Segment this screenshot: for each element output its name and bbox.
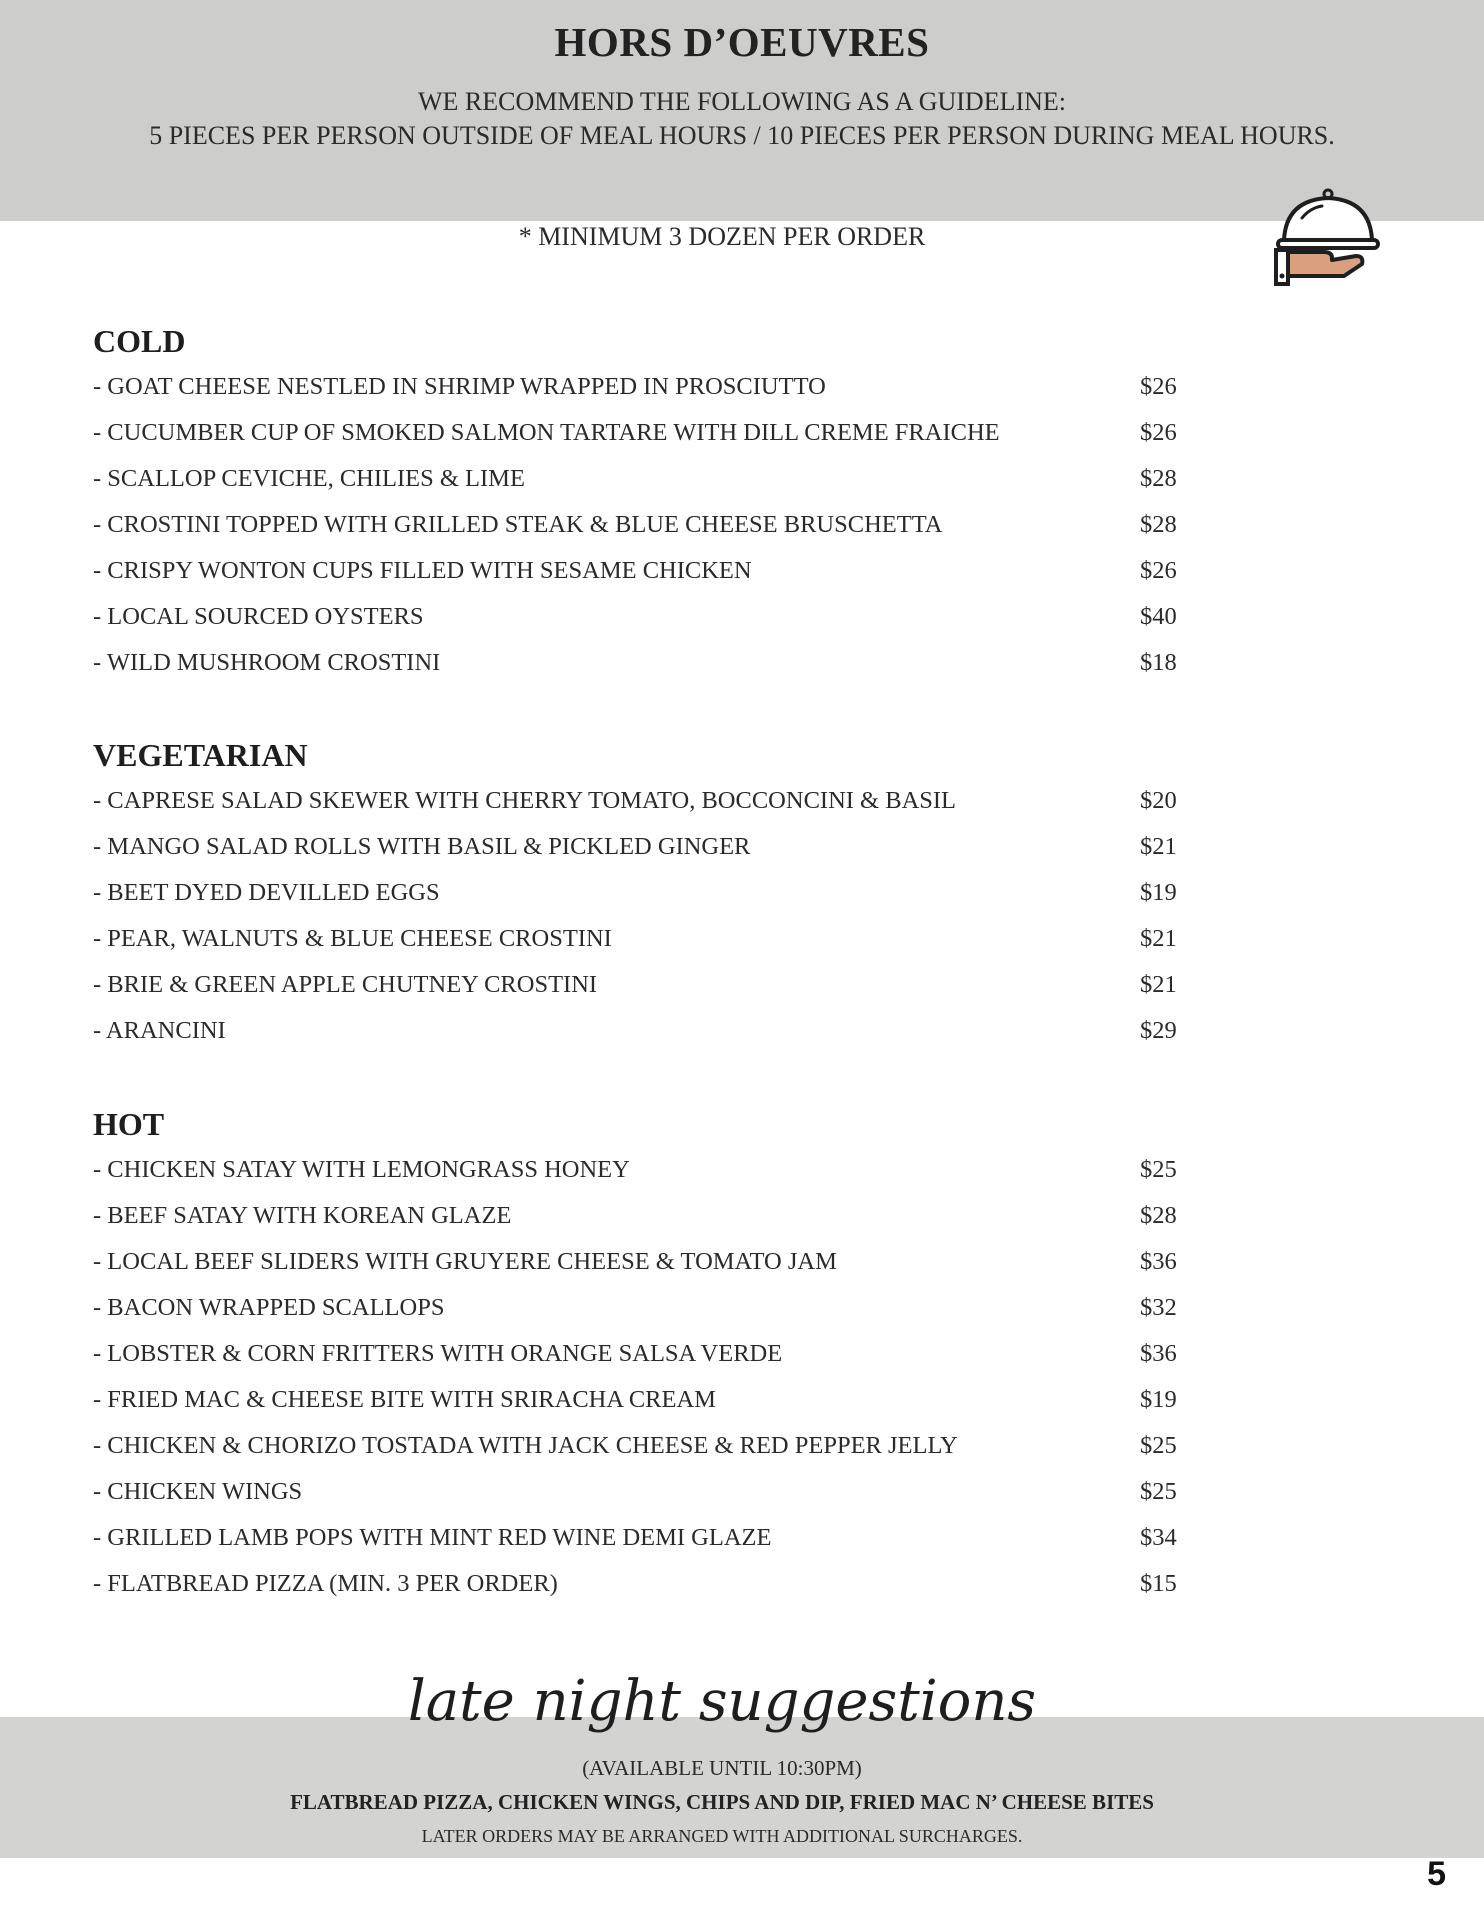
menu-item (93, 640, 1193, 686)
item-name: - WILD MUSHROOM CROSTINI (93, 649, 441, 676)
menu-item (93, 1239, 1193, 1285)
header-band (0, 0, 1484, 221)
menu-item (93, 1147, 1193, 1193)
section-hot (93, 1101, 1193, 1607)
menu-item (93, 502, 1193, 548)
section-title-hot: HOT (93, 1106, 165, 1142)
item-price: $26 (1140, 557, 1177, 584)
item-name: - LOCAL BEEF SLIDERS WITH GRUYERE CHEESE & TOMATO JAM (93, 1248, 837, 1275)
item-name: - CHICKEN SATAY WITH LEMONGRASS HONEY (93, 1156, 630, 1183)
item-name: - CUCUMBER CUP OF SMOKED SALMON TARTARE WITH DILL CREME FRAICHE (93, 419, 1000, 446)
item-price: $15 (1140, 1570, 1177, 1597)
menu-item (93, 870, 1193, 916)
menu-item (93, 916, 1193, 962)
guideline-line-1: WE RECOMMEND THE FOLLOWING AS A GUIDELINE: (417, 87, 1067, 116)
minimum-order-note: * MINIMUM 3 DOZEN PER ORDER (518, 222, 926, 251)
menu-item (93, 1331, 1193, 1377)
serving-cloche-icon (1274, 188, 1394, 288)
late-night-title (0, 1668, 1444, 1748)
surcharge-note: LATER ORDERS MAY BE ARRANGED WITH ADDITIONAL SURCHARGES. (421, 1826, 1023, 1846)
menu-item (93, 1423, 1193, 1469)
item-price: $25 (1140, 1432, 1177, 1459)
menu-item (93, 456, 1193, 502)
menu-item (93, 962, 1193, 1008)
item-price: $32 (1140, 1294, 1177, 1321)
item-name: - PEAR, WALNUTS & BLUE CHEESE CROSTINI (93, 925, 612, 952)
item-price: $28 (1140, 465, 1177, 492)
item-price: $40 (1140, 603, 1177, 630)
item-name: - GRILLED LAMB POPS WITH MINT RED WINE DEMI GLAZE (93, 1524, 772, 1551)
item-name: - BEEF SATAY WITH KOREAN GLAZE (93, 1202, 512, 1229)
item-price: $21 (1140, 971, 1177, 998)
item-name: - ARANCINI (93, 1017, 226, 1044)
menu-item (93, 1469, 1193, 1515)
menu-item (93, 548, 1193, 594)
section-cold (93, 318, 1193, 686)
item-name: - MANGO SALAD ROLLS WITH BASIL & PICKLED GINGER (93, 833, 751, 860)
item-name: - LOCAL SOURCED OYSTERS (93, 603, 424, 630)
menu-item (93, 1285, 1193, 1331)
item-name: - BEET DYED DEVILLED EGGS (93, 879, 440, 906)
menu-item (93, 594, 1193, 640)
item-price: $20 (1140, 787, 1177, 814)
menu-item (93, 364, 1193, 410)
item-name: - GOAT CHEESE NESTLED IN SHRIMP WRAPPED IN PROSCIUTTO (93, 373, 826, 400)
item-name: - CROSTINI TOPPED WITH GRILLED STEAK & BLUE CHEESE BRUSCHETTA (93, 511, 943, 538)
item-price: $28 (1140, 1202, 1177, 1229)
item-price: $26 (1140, 373, 1177, 400)
menu-item (93, 824, 1193, 870)
item-price: $25 (1140, 1478, 1177, 1505)
item-price: $34 (1140, 1524, 1177, 1551)
item-price: $28 (1140, 511, 1177, 538)
menu-item (93, 1515, 1193, 1561)
section-title-vegetarian: VEGETARIAN (93, 737, 308, 773)
item-price: $19 (1140, 1386, 1177, 1413)
late-night-availability: (AVAILABLE UNTIL 10:30PM) (582, 1756, 862, 1780)
menu-item (93, 1008, 1193, 1054)
item-name: - CHICKEN WINGS (93, 1478, 303, 1505)
item-price: $21 (1140, 925, 1177, 952)
menu-item (93, 1193, 1193, 1239)
page-number: 5 (1427, 1855, 1446, 1893)
item-name: - CHICKEN & CHORIZO TOSTADA WITH JACK CHEESE & RED PEPPER JELLY (93, 1432, 958, 1459)
item-name: - LOBSTER & CORN FRITTERS WITH ORANGE SALSA VERDE (93, 1340, 783, 1367)
item-price: $19 (1140, 879, 1177, 906)
menu-item (93, 410, 1193, 456)
item-price: $21 (1140, 833, 1177, 860)
item-price: $29 (1140, 1017, 1177, 1044)
item-price: $36 (1140, 1248, 1177, 1275)
item-price: $25 (1140, 1156, 1177, 1183)
item-name: - SCALLOP CEVICHE, CHILIES & LIME (93, 465, 525, 492)
item-price: $36 (1140, 1340, 1177, 1367)
section-title-cold: COLD (93, 323, 186, 359)
item-price: $18 (1140, 649, 1177, 676)
item-name: - BACON WRAPPED SCALLOPS (93, 1294, 445, 1321)
late-night-items: FLATBREAD PIZZA, CHICKEN WINGS, CHIPS AND DIP, FRIED MAC N’ CHEESE BITES (290, 1790, 1154, 1814)
item-name: - FLATBREAD PIZZA (MIN. 3 PER ORDER) (93, 1570, 558, 1597)
section-vegetarian (93, 732, 1193, 1054)
menu-item (93, 778, 1193, 824)
item-name: - CRISPY WONTON CUPS FILLED WITH SESAME CHICKEN (93, 557, 752, 584)
late-night-title-text: late night suggestions (407, 1669, 1037, 1734)
menu-item (93, 1377, 1193, 1423)
item-price: $26 (1140, 419, 1177, 446)
item-name: - BRIE & GREEN APPLE CHUTNEY CROSTINI (93, 971, 598, 998)
page-title: HORS D’OEUVRES (554, 19, 930, 65)
menu-item (93, 1561, 1193, 1607)
guideline-line-2: 5 PIECES PER PERSON OUTSIDE OF MEAL HOURS / 10 PIECES PER PERSON DURING MEAL HOURS. (149, 121, 1335, 150)
item-name: - CAPRESE SALAD SKEWER WITH CHERRY TOMATO, BOCCONCINI & BASIL (93, 787, 957, 814)
item-name: - FRIED MAC & CHEESE BITE WITH SRIRACHA CREAM (93, 1386, 716, 1413)
